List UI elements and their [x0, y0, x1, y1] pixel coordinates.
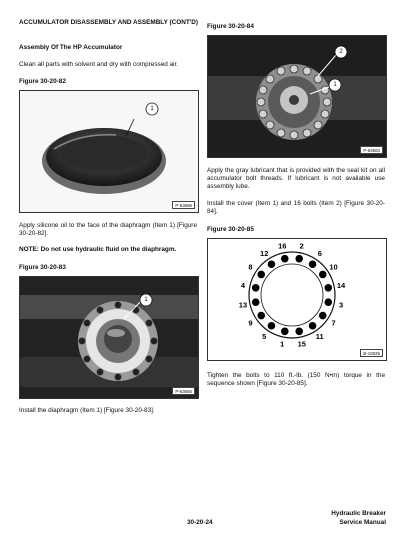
note-text: NOTE: Do not use hydraulic fluid on the diaphragm. — [19, 246, 177, 253]
bolt-sequence-number: 13 — [238, 300, 248, 310]
callout-number: 1 — [333, 82, 337, 88]
bolt-hole — [257, 312, 265, 320]
bolt-sequence-number: 15 — [297, 339, 306, 349]
bolt-sequence-number: 10 — [329, 262, 338, 272]
figure-diaphragm-photo — [19, 90, 199, 213]
callout-number: 1 — [150, 106, 154, 112]
subheading: Assembly Of The HP Accumulator — [19, 44, 123, 51]
bolt-sequence-number: 7 — [331, 318, 336, 328]
bolt-sequence-number: 14 — [336, 280, 346, 290]
page-number: 30-20-24 — [187, 519, 213, 526]
figure-diaphragm-installed-photo — [19, 276, 199, 399]
manual-subtitle: Service Manual — [339, 519, 386, 526]
bolt-sequence-number: 6 — [317, 248, 322, 258]
bolt-hole — [295, 327, 303, 335]
section-heading: ACCUMULATOR DISASSEMBLY AND ASSEMBLY (CONT'D) — [19, 19, 199, 26]
torque-instruction: Tighten the bolts to 110 ft.-lb. (150 N•m) torque in the sequence shown [Figure 30-20-85]. — [207, 372, 385, 387]
cover-instruction: Install the cover (Item 1) and 16 bolts (Item 2) [Figure 30-20-84]. — [207, 200, 385, 215]
bolt-hole — [268, 260, 276, 268]
bolt-sequence-number: 5 — [262, 332, 267, 342]
bolt-sequence-number: 16 — [278, 241, 287, 251]
bolt-hole — [268, 322, 276, 330]
bolt-circle-diagram — [208, 239, 386, 360]
silicone-instruction: Apply silicone oil to the face of the diaphragm (Item 1) [Figure 30-20-82]. — [19, 222, 197, 237]
bolt-hole — [319, 271, 327, 279]
diagram-code: B-15925 — [360, 349, 383, 357]
photo-code: P-63686 — [172, 201, 195, 209]
bolt-hole — [252, 298, 260, 306]
bolt-sequence-number: 9 — [248, 318, 253, 328]
bolt-sequence-number: 4 — [240, 280, 246, 290]
figure-title: Figure 30-20-82 — [19, 78, 66, 85]
bolt-sequence-number: 11 — [315, 332, 324, 342]
photo-code: P-63683 — [360, 146, 383, 154]
installed-diaphragm-illustration — [20, 277, 198, 398]
callout-number: 2 — [339, 49, 343, 55]
photo-code: P-63685 — [172, 387, 195, 395]
figure-title: Figure 30-20-84 — [207, 23, 254, 30]
bolt-hole — [281, 255, 289, 263]
bolt-hole — [295, 255, 303, 263]
bolt-hole — [324, 284, 332, 292]
bolt-hole — [324, 298, 332, 306]
bolt-hole — [281, 327, 289, 335]
bolt-sequence-number: 12 — [260, 248, 269, 258]
diaphragm-illustration — [20, 91, 198, 212]
bolt-hole — [257, 271, 265, 279]
bolt-sequence-number: 2 — [299, 241, 304, 251]
figure-torque-sequence-diagram — [207, 238, 387, 361]
bolt-sequence-number: 1 — [280, 339, 285, 349]
bolt-hole — [309, 260, 317, 268]
cover-bolts-illustration — [208, 36, 386, 157]
bolt-hole — [309, 322, 317, 330]
lubricant-instruction: Apply the gray lubricant that is provided with the seal kit on all accumulator bolt threads. If lubricant is not available use assembly lube. — [207, 167, 385, 190]
install-instruction: Install the diaphragm (Item 1) [Figure 30-20-83]. — [19, 407, 155, 414]
figure-title: Figure 30-20-83 — [19, 264, 66, 271]
bolt-sequence-number: 3 — [338, 300, 344, 310]
figure-title: Figure 30-20-85 — [207, 226, 254, 233]
bolt-sequence-number: 8 — [248, 262, 253, 272]
callout-number: 1 — [144, 297, 148, 303]
manual-title: Hydraulic Breaker — [331, 510, 386, 517]
bolt-hole — [252, 284, 260, 292]
bolt-hole — [319, 312, 327, 320]
figure-cover-bolts-photo — [207, 35, 387, 158]
clean-instruction: Clean all parts with solvent and dry with compressed air. — [19, 61, 179, 68]
